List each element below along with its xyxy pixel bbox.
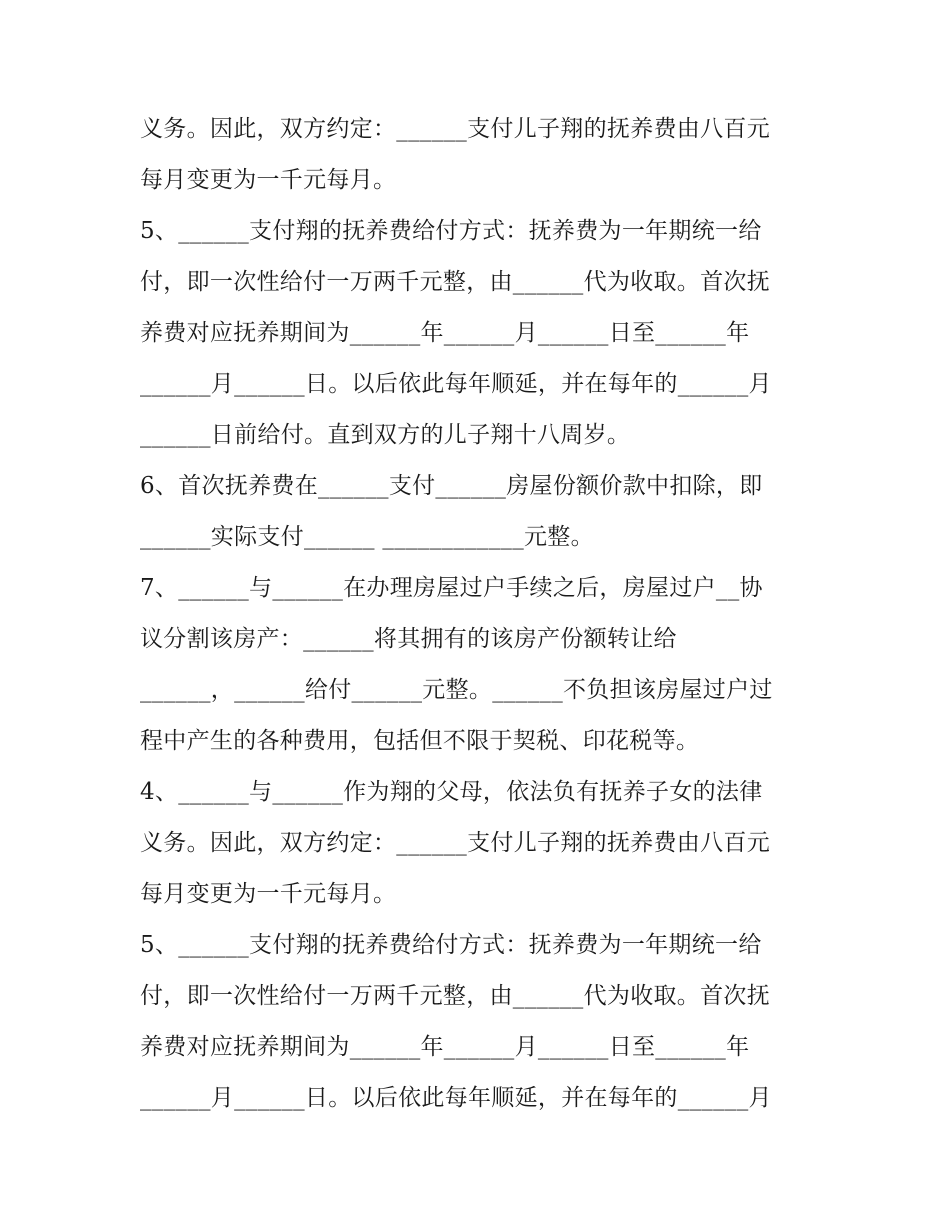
text-line: 养费对应抚养期间为______年______月______日至______年 — [140, 320, 750, 346]
document-body — [140, 104, 820, 1124]
text-line: 6、首次抚养费在______支付______房屋份额价款中扣除，即 — [140, 473, 763, 499]
text-line: 7、______与______在办理房屋过户手续之后，房屋过户__协 — [140, 575, 763, 601]
text-line: 义务。因此，双方约定：______支付儿子翔的抚养费由八百元 — [140, 116, 770, 142]
text-line: 付，即一次性给付一万两千元整，由______代为收取。首次抚 — [140, 983, 770, 1009]
text-line: ______实际支付______ ____________元整。 — [140, 524, 594, 550]
text-line: 议分割该房产：______将其拥有的该房产份额转让给 — [140, 626, 677, 652]
text-line: 付，即一次性给付一万两千元整，由______代为收取。首次抚 — [140, 269, 770, 295]
text-line: 4、______与______作为翔的父母，依法负有抚养子女的法律 — [140, 779, 763, 805]
text-line: 5、______支付翔的抚养费给付方式：抚养费为一年期统一给 — [140, 218, 762, 244]
text-line: 5、______支付翔的抚养费给付方式：抚养费为一年期统一给 — [140, 932, 762, 958]
text-line: ______月______日。以后依此每年顺延，并在每年的______月 — [140, 371, 772, 397]
text-line: ______，______给付______元整。______不负担该房屋过户过 — [140, 677, 773, 703]
text-line: 每月变更为一千元每月。 — [140, 881, 397, 907]
text-line: 养费对应抚养期间为______年______月______日至______年 — [140, 1034, 750, 1060]
text-line: 每月变更为一千元每月。 — [140, 167, 397, 193]
text-line: ______日前给付。直到双方的儿子翔十八周岁。 — [140, 422, 631, 448]
text-line: 程中产生的各种费用，包括但不限于契税、印花税等。 — [140, 728, 700, 754]
text-line: 义务。因此，双方约定：______支付儿子翔的抚养费由八百元 — [140, 830, 770, 856]
text-line: ______月______日。以后依此每年顺延，并在每年的______月 — [140, 1085, 772, 1111]
